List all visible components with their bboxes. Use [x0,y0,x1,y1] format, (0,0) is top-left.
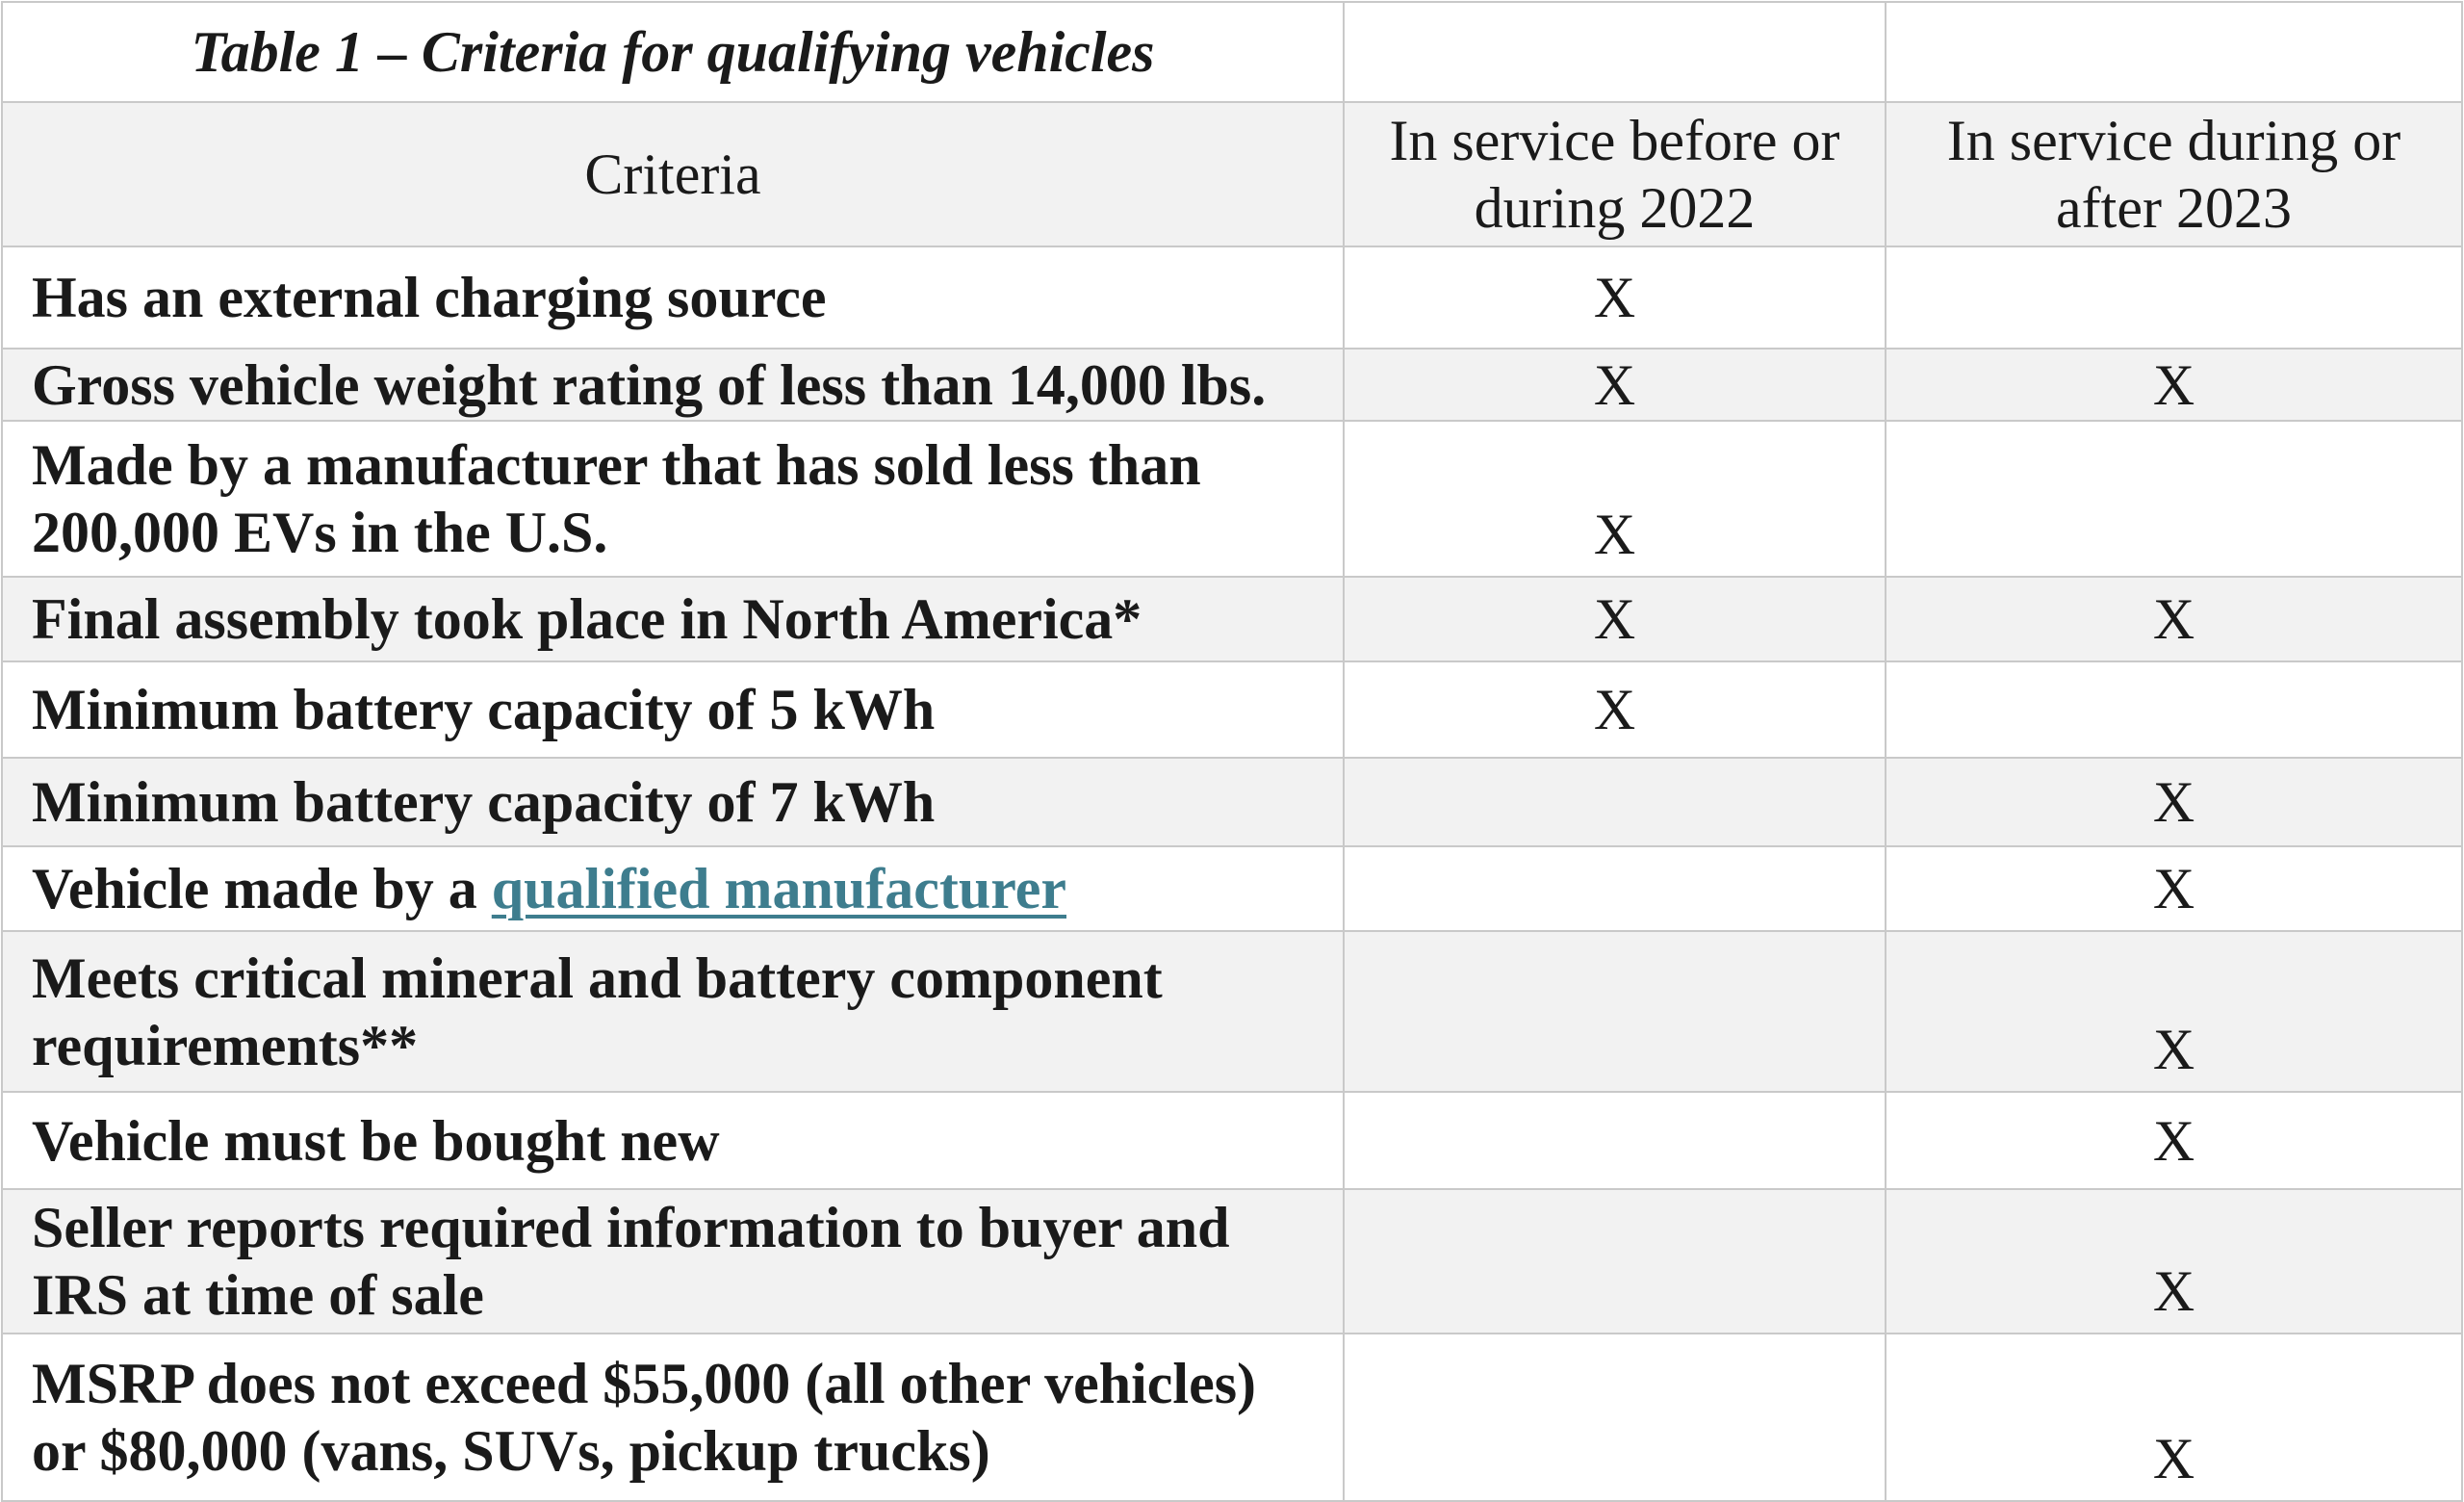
after-2023-mark: X [1886,846,2462,931]
after-2023-mark: X [1886,931,2462,1092]
header-criteria: Criteria [2,102,1344,246]
after-2023-mark: X [1886,1189,2462,1334]
criteria-cell: Vehicle must be bought new [2,1092,1344,1189]
after-2023-mark: X [1886,758,2462,846]
table-row [2,421,2462,577]
before-2022-mark [1344,1334,1886,1501]
criteria-cell: Meets critical mineral and battery component requirements** [2,931,1344,1092]
criteria-cell: Gross vehicle weight rating of less than 14,000 lbs. [2,349,1344,421]
before-2022-mark [1344,846,1886,931]
criteria-cell: MSRP does not exceed $55,000 (all other vehicles) or $80,000 (vans, SUVs, pickup trucks) [2,1334,1344,1501]
table-row [2,931,2462,1092]
table-row [2,846,2462,931]
criteria-prefix: Vehicle made by a [32,857,492,920]
table-title: Table 1 – Criteria for qualifying vehicles [2,2,1344,102]
table-row [2,246,2462,349]
table-row [2,661,2462,758]
criteria-table [1,1,2463,1502]
criteria-cell: Has an external charging source [2,246,1344,349]
criteria-cell: Seller reports required information to buyer and IRS at time of sale [2,1189,1344,1334]
before-2022-mark: X [1344,661,1886,758]
table-row [2,1092,2462,1189]
title-empty-cell [1344,2,1886,102]
header-after-2023: In service during or after 2023 [1886,102,2462,246]
after-2023-mark: X [1886,1334,2462,1501]
after-2023-mark [1886,421,2462,577]
before-2022-mark: X [1344,246,1886,349]
title-row [2,2,2462,102]
criteria-cell: Made by a manufacturer that has sold less than 200,000 EVs in the U.S. [2,421,1344,577]
header-row [2,102,2462,246]
criteria-cell: Minimum battery capacity of 7 kWh [2,758,1344,846]
table-row [2,758,2462,846]
table-row [2,349,2462,421]
table-row [2,1189,2462,1334]
before-2022-mark [1344,1189,1886,1334]
header-before-2022: In service before or during 2022 [1344,102,1886,246]
before-2022-mark: X [1344,349,1886,421]
before-2022-mark: X [1344,421,1886,577]
after-2023-mark: X [1886,577,2462,661]
before-2022-mark [1344,1092,1886,1189]
criteria-cell: Final assembly took place in North America* [2,577,1344,661]
after-2023-mark: X [1886,349,2462,421]
before-2022-mark: X [1344,577,1886,661]
before-2022-mark [1344,931,1886,1092]
title-empty-cell [1886,2,2462,102]
after-2023-mark [1886,246,2462,349]
after-2023-mark: X [1886,1092,2462,1189]
before-2022-mark [1344,758,1886,846]
table-row [2,577,2462,661]
qualified-manufacturer-link[interactable]: qualified manufacturer [491,857,1066,920]
criteria-cell [2,846,1344,931]
after-2023-mark [1886,661,2462,758]
table-row [2,1334,2462,1501]
criteria-cell: Minimum battery capacity of 5 kWh [2,661,1344,758]
